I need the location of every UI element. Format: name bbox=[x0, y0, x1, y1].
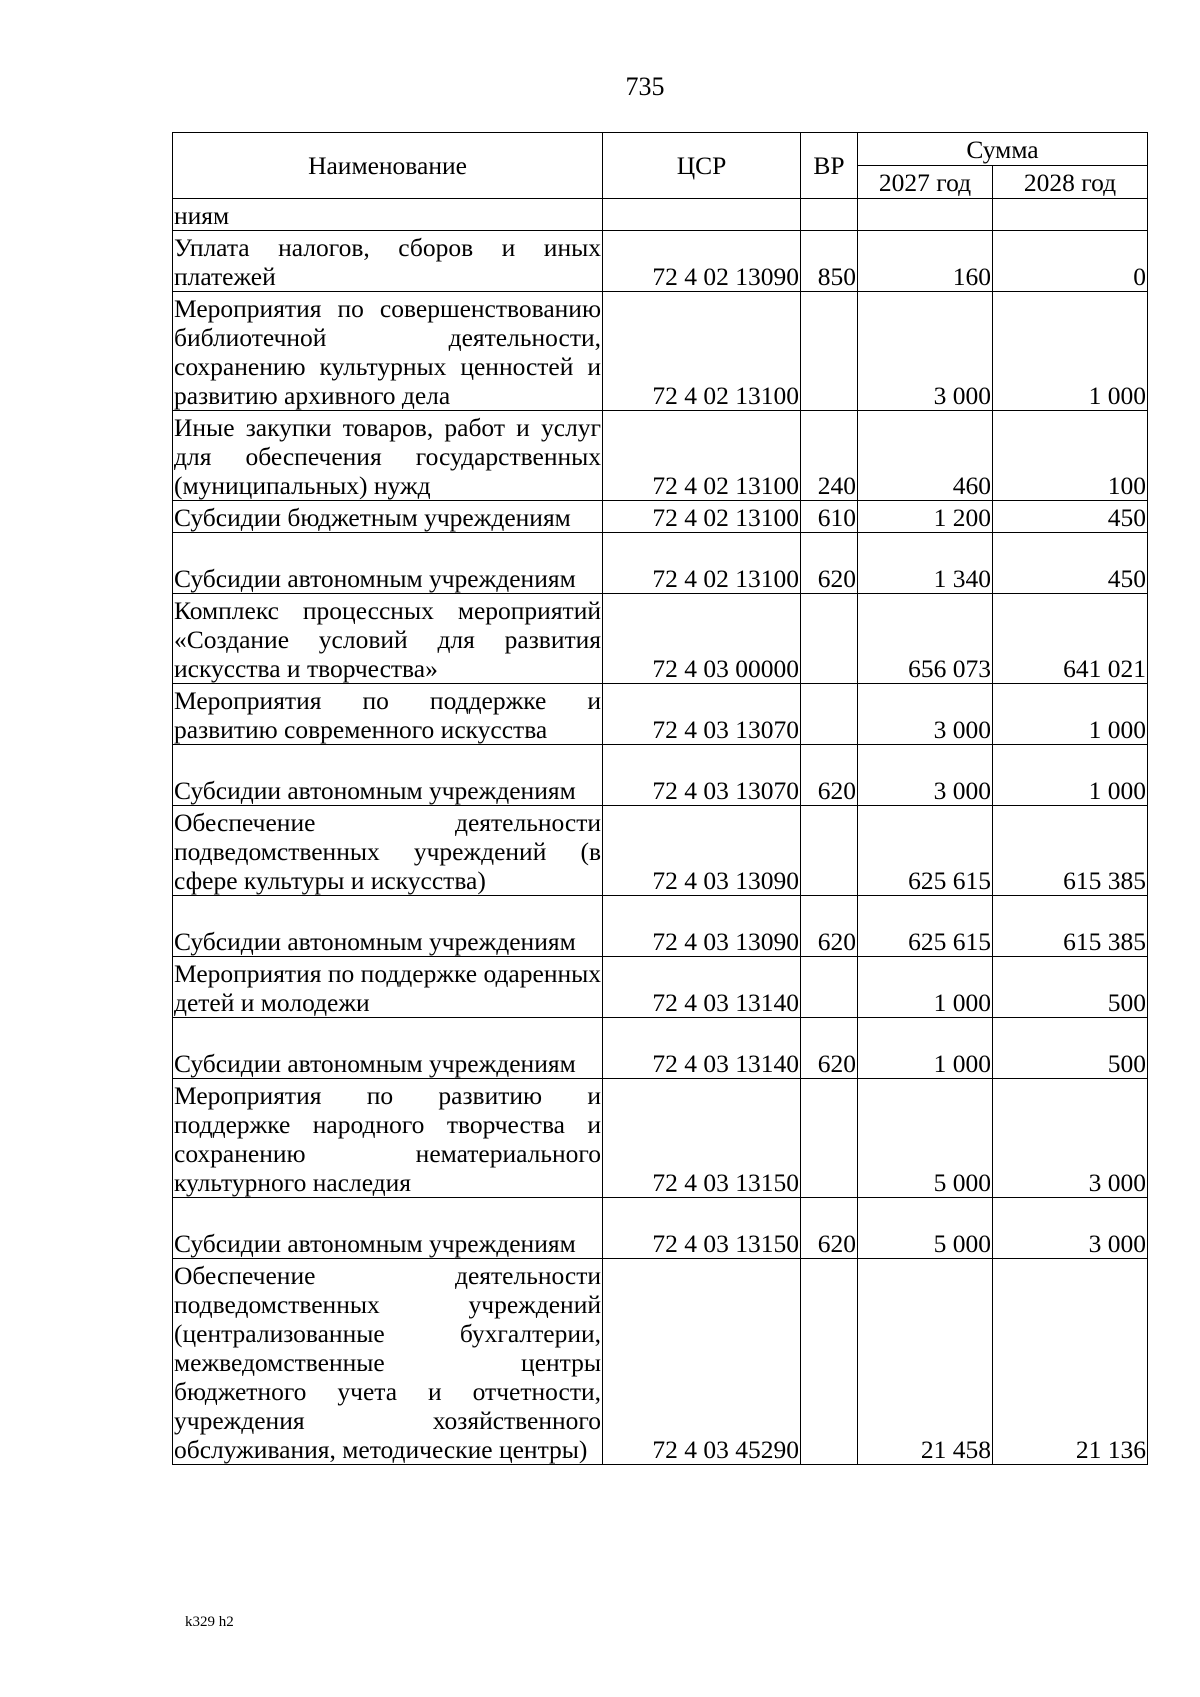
row-name: Мероприятия по развитию и поддержке народного творчества и сохранению нематериального культурного наследия bbox=[173, 1079, 603, 1198]
row-sum-2028: 641 021 bbox=[993, 594, 1148, 684]
row-sum-2028: 100 bbox=[993, 411, 1148, 501]
table-row bbox=[173, 1018, 1148, 1079]
row-sum-2027: 3 000 bbox=[858, 684, 993, 745]
row-csr: 72 4 02 13100 bbox=[603, 501, 801, 533]
row-vr: 850 bbox=[801, 231, 858, 292]
row-vr: 620 bbox=[801, 745, 858, 806]
budget-table bbox=[172, 132, 1148, 1465]
row-csr: 72 4 03 00000 bbox=[603, 594, 801, 684]
row-vr bbox=[801, 957, 858, 1018]
row-sum-2028: 1 000 bbox=[993, 684, 1148, 745]
row-sum-2028: 450 bbox=[993, 533, 1148, 594]
row-sum-2027: 460 bbox=[858, 411, 993, 501]
row-vr: 620 bbox=[801, 1018, 858, 1079]
table-row bbox=[173, 1259, 1148, 1465]
row-vr: 240 bbox=[801, 411, 858, 501]
table-row bbox=[173, 684, 1148, 745]
row-vr: 610 bbox=[801, 501, 858, 533]
row-sum-2028: 500 bbox=[993, 1018, 1148, 1079]
row-vr bbox=[801, 1079, 858, 1198]
table-row bbox=[173, 806, 1148, 896]
row-vr: 620 bbox=[801, 1198, 858, 1259]
row-sum-2028: 615 385 bbox=[993, 806, 1148, 896]
row-vr bbox=[801, 594, 858, 684]
row-name: Иные закупки товаров, работ и услуг для обеспечения государственных (муниципальных) нужд bbox=[173, 411, 603, 501]
row-name: Субсидии автономным учреждениям bbox=[173, 1198, 603, 1259]
table-row bbox=[173, 896, 1148, 957]
row-csr: 72 4 03 45290 bbox=[603, 1259, 801, 1465]
row-vr: 620 bbox=[801, 533, 858, 594]
row-sum-2027: 3 000 bbox=[858, 745, 993, 806]
row-name: Обеспечение деятельности подведомственных учреждений (централизованные бухгалтерии, межведомственные центры бюджетного учета и отчетности, учреждения хозяйственного обслуживания, методические центры) bbox=[173, 1259, 603, 1465]
row-vr bbox=[801, 199, 858, 231]
row-name: Мероприятия по совершенствованию библиотечной деятельности, сохранению культурных ценностей и развитию архивного дела bbox=[173, 292, 603, 411]
row-sum-2028: 1 000 bbox=[993, 292, 1148, 411]
table-row bbox=[173, 501, 1148, 533]
row-csr: 72 4 03 13150 bbox=[603, 1198, 801, 1259]
row-sum-2028: 615 385 bbox=[993, 896, 1148, 957]
row-csr: 72 4 03 13090 bbox=[603, 806, 801, 896]
row-vr bbox=[801, 292, 858, 411]
row-csr: 72 4 02 13100 bbox=[603, 411, 801, 501]
footer-code: k329 h2 bbox=[185, 1614, 234, 1630]
row-name: Субсидии автономным учреждениям bbox=[173, 1018, 603, 1079]
row-csr: 72 4 02 13100 bbox=[603, 533, 801, 594]
table-row bbox=[173, 745, 1148, 806]
table-row bbox=[173, 411, 1148, 501]
row-csr: 72 4 02 13100 bbox=[603, 292, 801, 411]
row-csr: 72 4 03 13070 bbox=[603, 684, 801, 745]
row-csr: 72 4 03 13070 bbox=[603, 745, 801, 806]
row-csr bbox=[603, 199, 801, 231]
row-sum-2027 bbox=[858, 199, 993, 231]
table-header bbox=[173, 133, 1148, 199]
row-name: ниям bbox=[173, 199, 603, 231]
table-row bbox=[173, 957, 1148, 1018]
row-name: Субсидии автономным учреждениям bbox=[173, 533, 603, 594]
row-sum-2027: 5 000 bbox=[858, 1079, 993, 1198]
header-year-2027: 2027 год bbox=[858, 166, 993, 199]
header-csr: ЦСР bbox=[603, 133, 801, 199]
header-sum: Сумма bbox=[858, 133, 1148, 166]
header-year-2028: 2028 год bbox=[993, 166, 1148, 199]
table-row bbox=[173, 533, 1148, 594]
row-csr: 72 4 03 13140 bbox=[603, 957, 801, 1018]
table-body bbox=[173, 199, 1148, 1465]
row-csr: 72 4 02 13090 bbox=[603, 231, 801, 292]
row-csr: 72 4 03 13150 bbox=[603, 1079, 801, 1198]
row-sum-2027: 1 340 bbox=[858, 533, 993, 594]
row-sum-2028: 450 bbox=[993, 501, 1148, 533]
row-csr: 72 4 03 13140 bbox=[603, 1018, 801, 1079]
row-sum-2028: 3 000 bbox=[993, 1198, 1148, 1259]
row-name: Комплекс процессных мероприятий «Создание условий для развития искусства и творчества» bbox=[173, 594, 603, 684]
row-sum-2027: 21 458 bbox=[858, 1259, 993, 1465]
row-vr bbox=[801, 806, 858, 896]
table-row bbox=[173, 199, 1148, 231]
row-sum-2027: 3 000 bbox=[858, 292, 993, 411]
row-name: Субсидии автономным учреждениям bbox=[173, 745, 603, 806]
row-sum-2028: 21 136 bbox=[993, 1259, 1148, 1465]
row-sum-2027: 625 615 bbox=[858, 896, 993, 957]
row-name: Мероприятия по поддержке и развитию современного искусства bbox=[173, 684, 603, 745]
header-name: Наименование bbox=[173, 133, 603, 199]
table-row bbox=[173, 594, 1148, 684]
row-vr: 620 bbox=[801, 896, 858, 957]
page-number: 735 bbox=[625, 72, 665, 101]
row-sum-2028: 500 bbox=[993, 957, 1148, 1018]
row-sum-2028: 0 bbox=[993, 231, 1148, 292]
row-sum-2027: 625 615 bbox=[858, 806, 993, 896]
row-sum-2028: 1 000 bbox=[993, 745, 1148, 806]
row-name: Обеспечение деятельности подведомственных учреждений (в сфере культуры и искусства) bbox=[173, 806, 603, 896]
table-row bbox=[173, 292, 1148, 411]
row-sum-2028 bbox=[993, 199, 1148, 231]
table-row bbox=[173, 1198, 1148, 1259]
row-sum-2027: 656 073 bbox=[858, 594, 993, 684]
row-sum-2027: 1 000 bbox=[858, 1018, 993, 1079]
table-row bbox=[173, 231, 1148, 292]
row-csr: 72 4 03 13090 bbox=[603, 896, 801, 957]
row-name: Мероприятия по поддержке одаренных детей и молодежи bbox=[173, 957, 603, 1018]
row-vr bbox=[801, 684, 858, 745]
row-sum-2027: 5 000 bbox=[858, 1198, 993, 1259]
row-sum-2027: 1 000 bbox=[858, 957, 993, 1018]
row-name: Уплата налогов, сборов и иных платежей bbox=[173, 231, 603, 292]
row-name: Субсидии автономным учреждениям bbox=[173, 896, 603, 957]
row-sum-2027: 160 bbox=[858, 231, 993, 292]
table-row bbox=[173, 1079, 1148, 1198]
row-sum-2028: 3 000 bbox=[993, 1079, 1148, 1198]
row-name: Субсидии бюджетным учреждениям bbox=[173, 501, 603, 533]
header-vr: ВР bbox=[801, 133, 858, 199]
row-sum-2027: 1 200 bbox=[858, 501, 993, 533]
row-vr bbox=[801, 1259, 858, 1465]
